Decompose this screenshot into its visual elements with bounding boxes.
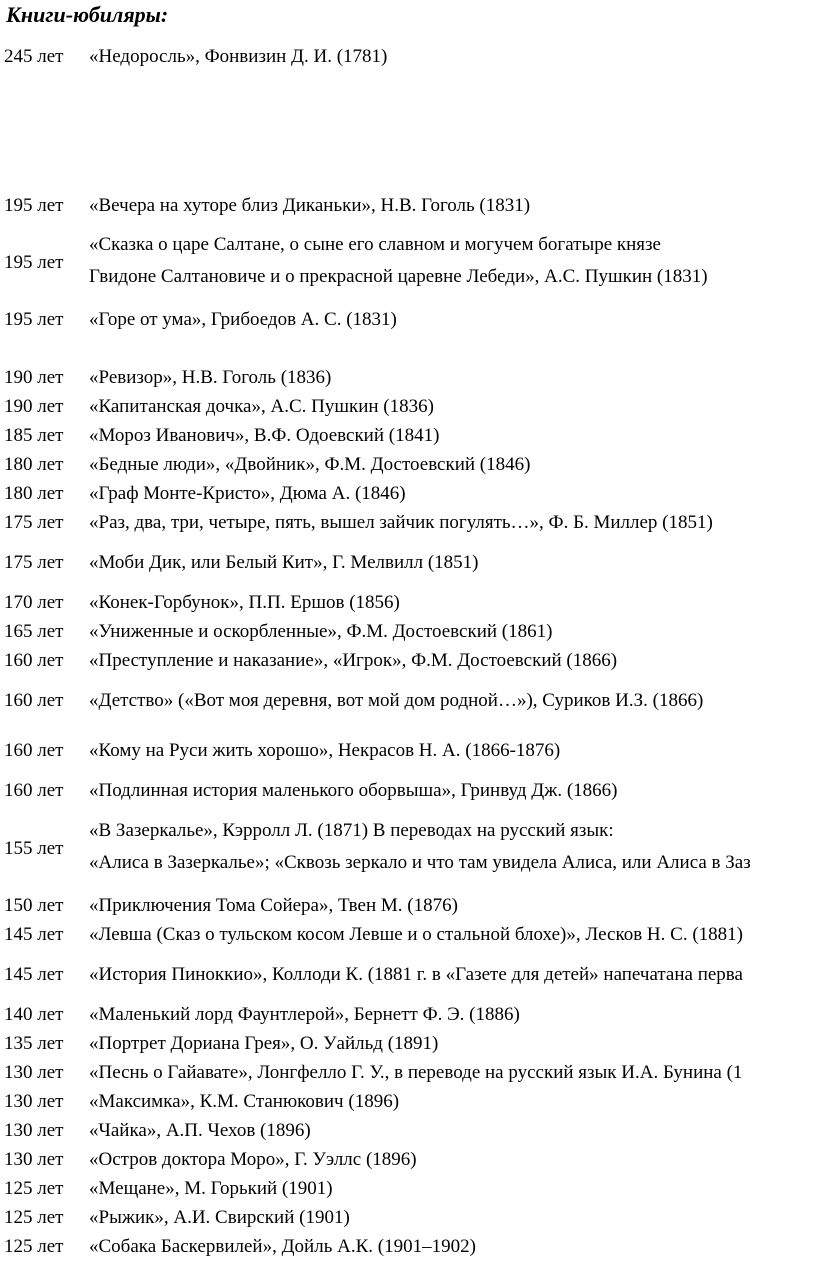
anniversary-years: 130 лет (4, 1062, 64, 1083)
book-title: «Алиса в Зазеркалье»; «Сквозь зеркало и что там увидела Алиса, или Алиса в Заз (89, 852, 751, 873)
anniversary-years: 190 лет (4, 396, 64, 417)
book-title: «Преступление и наказание», «Игрок», Ф.М. Достоевский (1866) (89, 650, 618, 671)
book-title: «Ревизор», Н.В. Гоголь (1836) (89, 367, 332, 388)
book-title: «В Зазеркалье», Кэрролл Л. (1871) В переводах на русский язык: (89, 820, 614, 841)
book-title: «Левша (Сказ о тульском косом Левше и о стальной блохе)», Лесков Н. С. (1881) (89, 924, 743, 945)
book-title: «Вечера на хуторе близ Диканьки», Н.В. Гоголь (1831) (89, 195, 531, 216)
book-title: «Рыжик», А.И. Свирский (1901) (89, 1207, 350, 1228)
anniversary-years: 160 лет (4, 650, 64, 671)
page-title: Книги-юбиляры: (6, 2, 169, 27)
anniversary-years: 245 лет (4, 46, 64, 67)
anniversary-years: 195 лет (4, 252, 64, 273)
book-title: «Униженные и оскорбленные», Ф.М. Достоевский (1861) (89, 621, 553, 642)
book-title: «Остров доктора Моро», Г. Уэллс (1896) (89, 1149, 417, 1170)
anniversary-years: 160 лет (4, 690, 64, 711)
anniversary-years: 175 лет (4, 512, 64, 533)
book-title: «Чайка», А.П. Чехов (1896) (89, 1120, 311, 1141)
book-title: «Недоросль», Фонвизин Д. И. (1781) (89, 46, 388, 67)
book-title: «Маленький лорд Фаунтлерой», Бернетт Ф. Э. (1886) (89, 1004, 520, 1025)
book-title: «Моби Дик, или Белый Кит», Г. Мелвилл (1851) (89, 552, 479, 573)
anniversary-years: 140 лет (4, 1004, 64, 1025)
anniversary-years: 165 лет (4, 621, 64, 642)
anniversary-years: 160 лет (4, 780, 64, 801)
book-title: «Раз, два, три, четыре, пять, вышел зайчик погулять…», Ф. Б. Миллер (1851) (89, 512, 713, 533)
book-title: «Портрет Дориана Грея», О. Уайльд (1891) (89, 1033, 439, 1054)
book-title: «Горе от ума», Грибоедов А. С. (1831) (89, 309, 397, 330)
book-title: «Капитанская дочка», А.С. Пушкин (1836) (89, 396, 434, 417)
book-title: «Подлинная история маленького оборвыша», Гринвуд Дж. (1866) (89, 780, 618, 801)
anniversary-years: 180 лет (4, 483, 64, 504)
anniversary-years: 130 лет (4, 1149, 64, 1170)
anniversary-years: 195 лет (4, 309, 64, 330)
anniversary-years: 130 лет (4, 1091, 64, 1112)
book-title: «Бедные люди», «Двойник», Ф.М. Достоевский (1846) (89, 454, 531, 475)
anniversary-years: 145 лет (4, 964, 64, 985)
anniversary-years: 185 лет (4, 425, 64, 446)
book-title: «Сказка о царе Салтане, о сыне его славном и могучем богатыре князе (89, 234, 661, 255)
book-title: «Детство» («Вот моя деревня, вот мой дом родной…»), Суриков И.З. (1866) (89, 690, 704, 711)
anniversary-years: 125 лет (4, 1178, 64, 1199)
anniversary-years: 125 лет (4, 1236, 64, 1257)
book-title: «Мороз Иванович», В.Ф. Одоевский (1841) (89, 425, 440, 446)
book-title: «Кому на Руси жить хорошо», Некрасов Н. А. (1866-1876) (89, 740, 561, 761)
book-title: «Приключения Тома Сойера», Твен М. (1876) (89, 895, 458, 916)
anniversary-years: 150 лет (4, 895, 64, 916)
book-title: Гвидоне Салтановиче и о прекрасной царевне Лебеди», А.С. Пушкин (1831) (89, 266, 708, 287)
anniversary-years: 190 лет (4, 367, 64, 388)
anniversary-years: 160 лет (4, 740, 64, 761)
book-title: «История Пиноккио», Коллоди К. (1881 г. в «Газете для детей» напечатана перва (89, 964, 743, 985)
book-title: «Максимка», К.М. Станюкович (1896) (89, 1091, 400, 1112)
anniversary-years: 175 лет (4, 552, 64, 573)
anniversary-years: 135 лет (4, 1033, 64, 1054)
anniversary-years: 130 лет (4, 1120, 64, 1141)
anniversary-years: 145 лет (4, 924, 64, 945)
anniversary-years: 170 лет (4, 592, 64, 613)
anniversary-years: 125 лет (4, 1207, 64, 1228)
anniversary-years: 155 лет (4, 838, 64, 859)
book-title: «Песнь о Гайавате», Лонгфелло Г. У., в переводе на русский язык И.А. Бунина (1 (89, 1062, 743, 1083)
anniversary-years: 180 лет (4, 454, 64, 475)
book-title: «Конек-Горбунок», П.П. Ершов (1856) (89, 592, 400, 613)
book-title: «Граф Монте-Кристо», Дюма А. (1846) (89, 483, 406, 504)
anniversary-years: 195 лет (4, 195, 64, 216)
book-title: «Мещане», М. Горький (1901) (89, 1178, 333, 1199)
book-title: «Собака Баскервилей», Дойль А.К. (1901–1902) (89, 1236, 476, 1257)
